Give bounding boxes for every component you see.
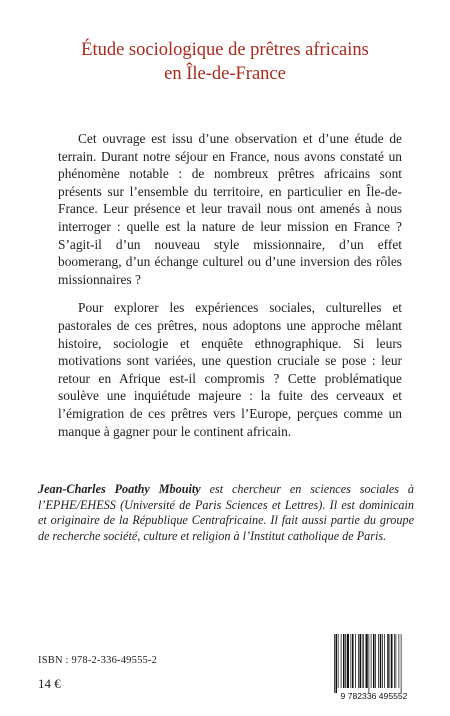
barcode-digits: 9 782336 495552	[340, 691, 408, 701]
barcode-bar	[366, 634, 368, 688]
barcode-bar	[341, 634, 342, 688]
barcode-bar	[363, 634, 364, 688]
barcode-bar	[380, 634, 382, 688]
barcode-bar	[358, 634, 359, 688]
barcode-bar	[371, 634, 372, 688]
barcode-bar	[390, 634, 391, 688]
barcode-bar	[334, 634, 335, 693]
back-cover-summary	[58, 130, 402, 440]
barcode-bar	[351, 634, 352, 688]
author-name: Jean-Charles Poathy Mbouity	[38, 482, 201, 496]
barcode	[328, 632, 420, 702]
barcode-bar	[373, 634, 375, 688]
barcode-bar	[360, 634, 362, 688]
author-bio-text: est chercheur en sciences sociales à l’EPHE/EHESS (Université de Paris Sciences et Lettres). Il est dominicain et originaire de la République Centrafricaine. Il fait aussi partie du groupe de recherche société, culture et religion à l’Institut catholique de Paris.	[38, 482, 414, 543]
barcode-bar	[369, 634, 370, 693]
barcode-bar	[382, 634, 383, 688]
price-label: 14 €	[38, 676, 61, 691]
barcode-bar	[343, 634, 345, 688]
barcode-bar	[338, 634, 339, 688]
barcode-bar	[352, 634, 354, 688]
summary-paragraph-1: Cet ouvrage est issu d’une observation et d’une étude de terrain. Durant notre séjour en France, nous avons constaté un phénomène notable : de nombreux prêtres africains sont présents sur l’ensemble du territoire, en particulier en Île-de-France. Leur présence et leur travail nous ont amenés à nous interroger : quelle est la nature de leur mission en France ? S’agit-il d’un nouveau style missionnaire, d’un effet boomerang, d’un échange culturel ou d’une inversion des rôles missionnaires ?	[58, 131, 402, 287]
barcode-bar	[394, 634, 395, 688]
barcode-bar	[375, 634, 376, 688]
barcode-bars	[334, 634, 402, 693]
barcode-bar	[362, 634, 363, 688]
author-bio	[38, 482, 414, 544]
summary-paragraph-2: Pour explorer les expériences sociales, culturelles et pastorales de ces prêtres, nous adoptons une approche mêlant histoire, sociologie et enquête ethnographique. Si leurs motivations sont variées, une question cruciale se pose : leur retour en Afrique est-il compromis ? Cette problématique soulève une inquiétude majeure : la fuite des cerveaux et l’émigration de ces prêtres vers l’Europe, perçues comme un manque à gagner pour le continent africain.	[58, 300, 402, 439]
isbn-label: ISBN : 978-2-336-49555-2	[38, 655, 158, 666]
barcode-bar	[345, 634, 346, 688]
barcode-bar	[399, 634, 400, 688]
barcode-bar	[384, 634, 385, 688]
book-title-line-2: en Île-de-France	[164, 64, 286, 84]
barcode-bar	[347, 634, 349, 688]
barcode-bar	[387, 634, 389, 688]
book-title-line-1: Étude sociologique de prêtres africains	[81, 40, 369, 60]
barcode-bar	[396, 634, 397, 688]
barcode-bar	[336, 634, 338, 693]
barcode-bar	[355, 634, 356, 688]
barcode-bar	[391, 634, 393, 688]
book-title	[0, 38, 450, 86]
barcode-bar	[401, 634, 402, 693]
barcode-bar	[378, 634, 379, 688]
